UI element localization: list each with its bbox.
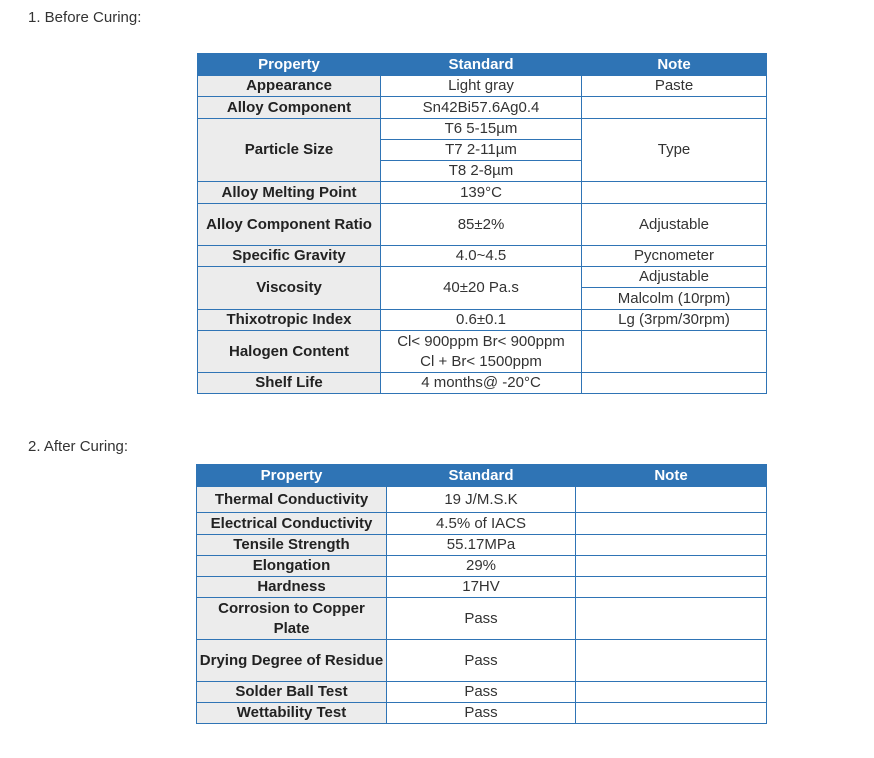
standard-cell: Sn42Bi57.6Ag0.4 [381, 97, 582, 119]
table-row [197, 703, 767, 724]
header-note: Note [582, 54, 767, 76]
standard-cell: 4.0~4.5 [381, 246, 582, 267]
after-curing-table [196, 464, 767, 724]
standard-cell: 29% [387, 556, 576, 577]
property-cell: Wettability Test [197, 703, 387, 724]
property-cell: Alloy Component Ratio [198, 204, 381, 246]
note-cell: Adjustable [582, 267, 767, 288]
section-heading-before-curing: 1. Before Curing: [28, 9, 142, 26]
standard-cell [381, 331, 582, 373]
standard-cell: 139°C [381, 182, 582, 204]
table-row [197, 487, 767, 513]
property-cell: Alloy Component [198, 97, 381, 119]
property-cell: Viscosity [198, 267, 381, 310]
standard-cell: T6 5-15µm [381, 119, 582, 140]
note-cell [582, 373, 767, 394]
property-cell: Elongation [197, 556, 387, 577]
section-heading-after-curing: 2. After Curing: [28, 438, 129, 455]
property-cell: Thermal Conductivity [197, 487, 387, 513]
table-header-row [197, 465, 767, 487]
property-cell: Alloy Melting Point [198, 182, 381, 204]
standard-cell: 17HV [387, 577, 576, 598]
note-cell: Malcolm (10rpm) [582, 288, 767, 310]
standard-cell: 55.17MPa [387, 535, 576, 556]
table-row [197, 513, 767, 535]
table-row [198, 310, 767, 331]
table-row [198, 119, 767, 140]
note-cell [576, 513, 767, 535]
table-row [197, 682, 767, 703]
table-row [198, 373, 767, 394]
standard-line: Cl + Br< 1500ppm [420, 352, 542, 370]
property-cell: Electrical Conductivity [197, 513, 387, 535]
standard-cell: Pass [387, 682, 576, 703]
standard-cell: 19 J/M.S.K [387, 487, 576, 513]
before-curing-table [197, 53, 767, 394]
property-cell: Hardness [197, 577, 387, 598]
standard-cell: 0.6±0.1 [381, 310, 582, 331]
note-cell [582, 182, 767, 204]
standard-cell: T8 2-8µm [381, 161, 582, 182]
property-cell: Shelf Life [198, 373, 381, 394]
note-cell: Adjustable [582, 204, 767, 246]
table-row [198, 267, 767, 288]
table-row [197, 535, 767, 556]
property-cell: Tensile Strength [197, 535, 387, 556]
standard-cell: Light gray [381, 76, 582, 97]
table-row [198, 182, 767, 204]
note-cell [576, 487, 767, 513]
note-cell: Lg (3rpm/30rpm) [582, 310, 767, 331]
header-property: Property [198, 54, 381, 76]
standard-cell: Pass [387, 640, 576, 682]
note-cell [582, 97, 767, 119]
note-cell [576, 598, 767, 640]
property-cell: Corrosion to Copper Plate [197, 598, 387, 640]
header-note: Note [576, 465, 767, 487]
property-cell: Particle Size [198, 119, 381, 182]
note-cell: Paste [582, 76, 767, 97]
table-row [197, 577, 767, 598]
property-cell: Halogen Content [198, 331, 381, 373]
note-cell [576, 556, 767, 577]
note-cell: Type [582, 119, 767, 182]
table-row [197, 640, 767, 682]
standard-cell: 40±20 Pa.s [381, 267, 582, 310]
table-row [198, 97, 767, 119]
table-header-row [198, 54, 767, 76]
property-cell: Specific Gravity [198, 246, 381, 267]
table-row [198, 331, 767, 373]
header-standard: Standard [387, 465, 576, 487]
property-cell: Drying Degree of Residue [197, 640, 387, 682]
table-row [197, 598, 767, 640]
standard-cell: Pass [387, 703, 576, 724]
table-row [198, 246, 767, 267]
standard-cell: 4 months@ -20°C [381, 373, 582, 394]
table-row [197, 556, 767, 577]
note-cell [576, 577, 767, 598]
header-property: Property [197, 465, 387, 487]
standard-cell: T7 2-11µm [381, 140, 582, 161]
property-cell: Solder Ball Test [197, 682, 387, 703]
standard-line: Cl< 900ppm Br< 900ppm [397, 332, 565, 350]
note-cell [576, 703, 767, 724]
standard-cell: Pass [387, 598, 576, 640]
table-row [198, 204, 767, 246]
note-cell [582, 331, 767, 373]
note-cell [576, 640, 767, 682]
property-cell: Thixotropic Index [198, 310, 381, 331]
table-row [198, 76, 767, 97]
header-standard: Standard [381, 54, 582, 76]
note-cell: Pycnometer [582, 246, 767, 267]
property-cell: Appearance [198, 76, 381, 97]
note-cell [576, 535, 767, 556]
standard-cell: 85±2% [381, 204, 582, 246]
note-cell [576, 682, 767, 703]
standard-cell: 4.5% of IACS [387, 513, 576, 535]
